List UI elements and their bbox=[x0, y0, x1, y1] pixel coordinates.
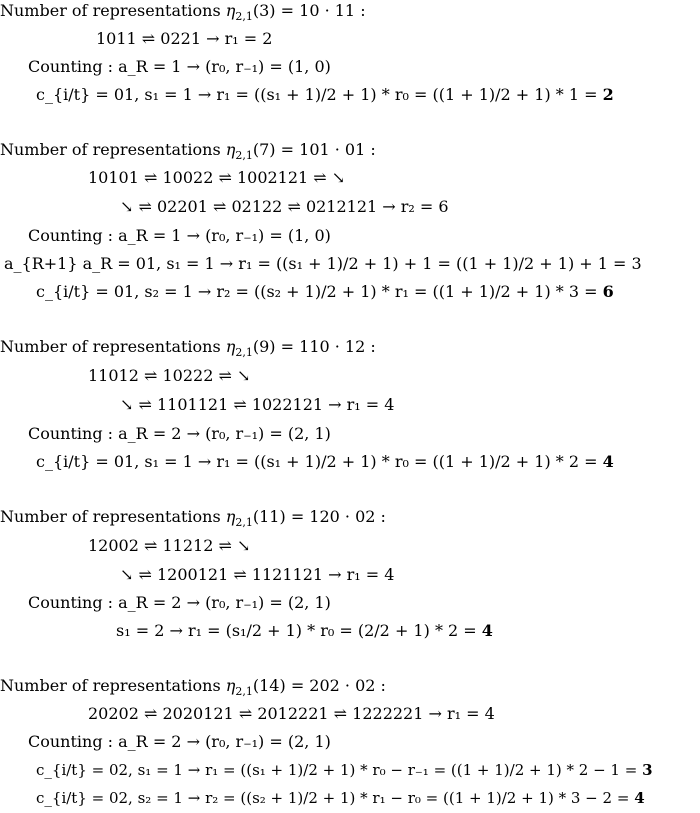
heading-eta-9: Number of representations $\eta_{2,1}(9) = 110 \cdot 12$ : bbox=[0, 337, 376, 360]
rule-line: c_{i/t} = 02, s₁ = 1 → r₁ = ((s₁ + 1)/2 + 1) * r₀ − r₋₁ = ((1 + 1)/2 + 1) * 2 − 1 = 3 bbox=[36, 761, 653, 779]
heading-eta-11: Number of representations $\eta_{2,1}(11) = 120 \cdot 02$ : bbox=[0, 507, 386, 530]
chain-line: 11012 ⇌ 10222 ⇌ ↘ bbox=[88, 366, 251, 385]
chain-line: 20202 ⇌ 2020121 ⇌ 2012221 ⇌ 1222221 → r₁ = 4 bbox=[88, 704, 495, 723]
chain-line: 12002 ⇌ 11212 ⇌ ↘ bbox=[88, 536, 251, 555]
heading-eta-7: Number of representations $\eta_{2,1}(7) = 101 \cdot 01$ : bbox=[0, 140, 376, 163]
heading-eta-3: Number of representations $\eta_{2,1}(3) = 10 \cdot 11$ : bbox=[0, 1, 366, 24]
chain-line: ↘ ⇌ 1200121 ⇌ 1121121 → r₁ = 4 bbox=[120, 565, 395, 584]
rule-line: a_{R+1} a_R = 01, s₁ = 1 → r₁ = ((s₁ + 1)/2 + 1) + 1 = ((1 + 1)/2 + 1) + 1 = 3 bbox=[4, 254, 642, 273]
chain-line: ↘ ⇌ 1101121 ⇌ 1022121 → r₁ = 4 bbox=[120, 395, 395, 414]
counting-line: Counting : a_R = 1 → (r₀, r₋₁) = (1, 0) bbox=[28, 57, 331, 76]
counting-line: Counting : a_R = 2 → (r₀, r₋₁) = (2, 1) bbox=[28, 424, 331, 443]
chain-line: 10101 ⇌ 10022 ⇌ 1002121 ⇌ ↘ bbox=[88, 168, 346, 187]
counting-line: Counting : a_R = 1 → (r₀, r₋₁) = (1, 0) bbox=[28, 226, 331, 245]
chain-line: 1011 ⇌ 0221 → r₁ = 2 bbox=[96, 29, 273, 48]
rule-line: c_{i/t} = 01, s₂ = 1 → r₂ = ((s₂ + 1)/2 + 1) * r₁ = ((1 + 1)/2 + 1) * 3 = 6 bbox=[36, 282, 614, 301]
counting-line: Counting : a_R = 2 → (r₀, r₋₁) = (2, 1) bbox=[28, 593, 331, 612]
chain-line: ↘ ⇌ 02201 ⇌ 02122 ⇌ 0212121 → r₂ = 6 bbox=[120, 197, 449, 216]
counting-line: Counting : a_R = 2 → (r₀, r₋₁) = (2, 1) bbox=[28, 732, 331, 751]
rule-line: s₁ = 2 → r₁ = (s₁/2 + 1) * r₀ = (2/2 + 1) * 2 = 4 bbox=[116, 621, 493, 640]
heading-eta-14: Number of representations $\eta_{2,1}(14) = 202 \cdot 02$ : bbox=[0, 676, 386, 699]
rule-line: c_{i/t} = 01, s₁ = 1 → r₁ = ((s₁ + 1)/2 + 1) * r₀ = ((1 + 1)/2 + 1) * 1 = 2 bbox=[36, 85, 614, 104]
rule-line: c_{i/t} = 02, s₂ = 1 → r₂ = ((s₂ + 1)/2 + 1) * r₁ − r₀ = ((1 + 1)/2 + 1) * 3 − 2 = 4 bbox=[36, 789, 645, 807]
rule-line: c_{i/t} = 01, s₁ = 1 → r₁ = ((s₁ + 1)/2 + 1) * r₀ = ((1 + 1)/2 + 1) * 2 = 4 bbox=[36, 452, 614, 471]
